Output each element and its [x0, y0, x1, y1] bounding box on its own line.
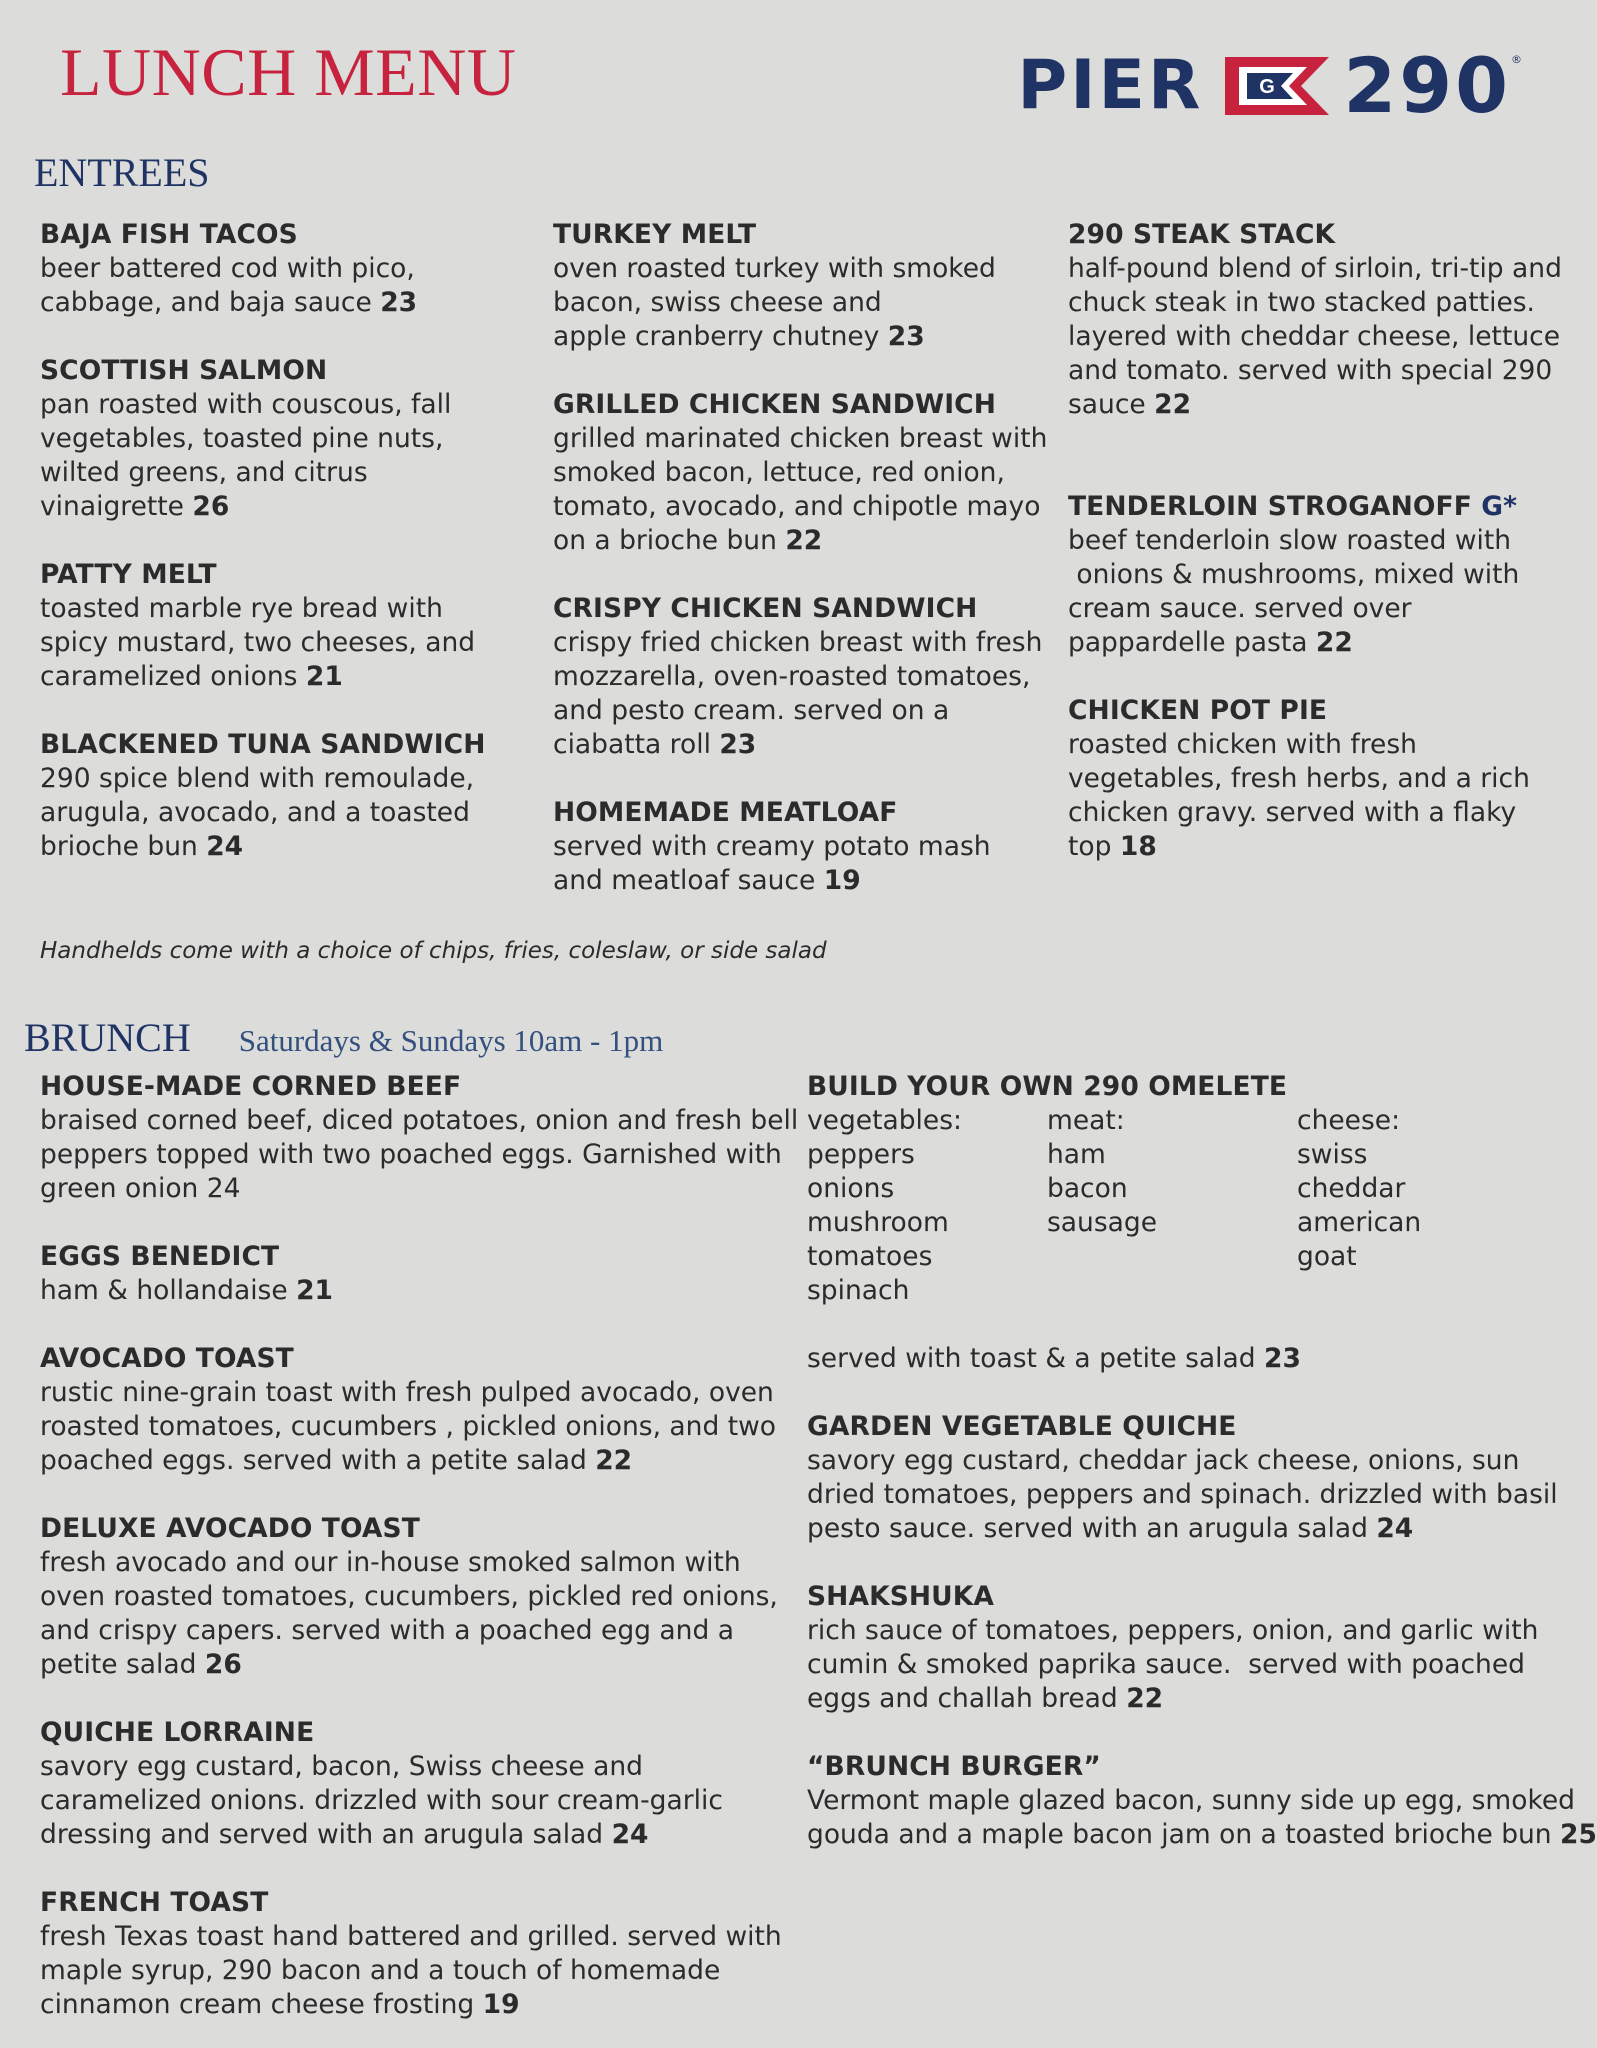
- option-heading: vegetables:: [807, 1105, 962, 1136]
- item-description: [1068, 524, 1568, 660]
- menu-item: [807, 1410, 1567, 1546]
- desc-line: on a brioche bun 22: [553, 525, 823, 556]
- item-description: [553, 252, 1053, 354]
- desc-line: apple cranberry chutney 23: [553, 321, 925, 352]
- desc-line: cream sauce. served over: [1068, 593, 1412, 624]
- desc-line: dressing and served with an arugula salad 24: [40, 1819, 649, 1850]
- item-name: “BRUNCH BURGER”: [807, 1751, 1101, 1782]
- entrees-column-2: [553, 218, 1053, 898]
- entrees-column-3: [1068, 218, 1568, 864]
- menu-item: [40, 1342, 800, 1478]
- logo-word-290: [1343, 41, 1525, 130]
- price: 24: [206, 831, 244, 862]
- menu-item: [807, 1580, 1567, 1716]
- option-heading: cheese:: [1297, 1105, 1401, 1136]
- option-item: cheddar: [1297, 1173, 1406, 1204]
- price: 24: [611, 1819, 649, 1850]
- brunch-heading: BRUNCH: [24, 1015, 191, 1060]
- item-description: [807, 1784, 1597, 1852]
- item-description: [40, 1546, 800, 1682]
- entrees-column-1: [40, 218, 520, 864]
- logo-number: 290: [1343, 41, 1511, 130]
- item-description: [807, 1614, 1567, 1716]
- menu-item: [807, 1750, 1597, 1852]
- logo-word-pier: PIER: [1017, 46, 1204, 125]
- menu-item: [1068, 218, 1568, 422]
- desc-line: and meatloaf sauce 19: [553, 865, 861, 896]
- price: 23: [887, 321, 925, 352]
- desc-line: tomato, avocado, and chipotle mayo: [553, 491, 1041, 522]
- item-description: [40, 1274, 800, 1308]
- menu-item: [553, 388, 1053, 558]
- item-name: BLACKENED TUNA SANDWICH: [40, 729, 486, 760]
- desc-line: 290 spice blend with remoulade,: [40, 763, 475, 794]
- item-name: HOMEMADE MEATLOAF: [553, 797, 898, 828]
- item-name: SHAKSHUKA: [807, 1581, 995, 1612]
- desc-line: cabbage, and baja sauce 23: [40, 287, 418, 318]
- option-item: american: [1297, 1207, 1422, 1238]
- desc-line: eggs and challah bread 22: [807, 1683, 1164, 1714]
- desc-line: pan roasted with couscous, fall: [40, 389, 452, 420]
- option-heading: meat:: [1047, 1105, 1125, 1136]
- item-description: [40, 762, 520, 864]
- item-name: FRENCH TOAST: [40, 1887, 269, 1918]
- menu-item: [553, 592, 1053, 762]
- price: 25: [1560, 1819, 1597, 1850]
- price: 23: [1264, 1343, 1301, 1374]
- desc-line: vegetables, toasted pine nuts,: [40, 423, 444, 454]
- desc-line: oven roasted tomatoes, cucumbers, pickled red onions,: [40, 1581, 778, 1612]
- entrees-heading: ENTREES: [34, 150, 210, 195]
- desc-line: cinnamon cream cheese frosting 19: [40, 1989, 520, 2020]
- desc-line: caramelized onions. drizzled with sour cream-garlic: [40, 1785, 723, 1816]
- desc-line: oven roasted turkey with smoked: [553, 253, 996, 284]
- desc-line: wilted greens, and citrus: [40, 457, 368, 488]
- desc-line: toasted marble rye bread with: [40, 593, 443, 624]
- price: 22: [595, 1445, 633, 1476]
- item-name: EGGS BENEDICT: [40, 1241, 280, 1272]
- omelet-vegetables-list: [807, 1104, 962, 1308]
- desc-line: dried tomatoes, peppers and spinach. drizzled with basil: [807, 1479, 1558, 1510]
- desc-line: served with creamy potato mash: [553, 831, 991, 862]
- price: 22: [1126, 1683, 1164, 1714]
- item-description: [807, 1444, 1567, 1546]
- option-item: ham: [1047, 1139, 1106, 1170]
- item-description: [40, 1750, 800, 1852]
- item-name: QUICHE LORRAINE: [40, 1717, 315, 1748]
- item-name: CHICKEN POT PIE: [1068, 695, 1328, 726]
- item-name: GARDEN VEGETABLE QUICHE: [807, 1411, 1237, 1442]
- omelet-title: BUILD YOUR OWN 290 OMELETE: [807, 1071, 1288, 1102]
- menu-item: [553, 796, 1053, 898]
- item-name: PATTY MELT: [40, 559, 217, 590]
- desc-line: peppers topped with two poached eggs. Garnished with: [40, 1139, 782, 1170]
- price: 21: [305, 661, 343, 692]
- desc-line: and tomato. served with special 290: [1068, 355, 1553, 386]
- option-item: swiss: [1297, 1139, 1368, 1170]
- menu-item: [40, 1716, 800, 1852]
- desc-line: crispy fried chicken breast with fresh: [553, 627, 1043, 658]
- item-name: SCOTTISH SALMON: [40, 355, 328, 386]
- desc-line: green onion 24: [40, 1173, 241, 1204]
- desc-line: smoked bacon, lettuce, red onion,: [553, 457, 1005, 488]
- item-name: AVOCADO TOAST: [40, 1343, 294, 1374]
- menu-item: [40, 728, 520, 864]
- brunch-hours: Saturdays & Sundays 10am - 1pm: [238, 1023, 664, 1058]
- item-name: BAJA FISH TACOS: [40, 219, 298, 250]
- item-description: [40, 592, 520, 694]
- menu-item: [1068, 490, 1568, 660]
- desc-line: grilled marinated chicken breast with: [553, 423, 1048, 454]
- menu-item: [40, 354, 520, 524]
- price: 19: [823, 865, 861, 896]
- desc-line: arugula, avocado, and a toasted: [40, 797, 470, 828]
- desc-line: pappardelle pasta 22: [1068, 627, 1353, 658]
- desc-line: half-pound blend of sirloin, tri-tip and: [1068, 253, 1562, 284]
- dietary-tag: G*: [1481, 491, 1518, 522]
- price: 23: [380, 287, 418, 318]
- burgee-flag-icon: [1225, 55, 1329, 117]
- flag-letter: G: [1259, 76, 1276, 98]
- desc-line: rich sauce of tomatoes, peppers, onion, and garlic with: [807, 1615, 1539, 1646]
- handhelds-note: Handhelds come with a choice of chips, fries, coleslaw, or side salad: [40, 938, 827, 964]
- option-item: onions: [807, 1173, 895, 1204]
- desc-line: layered with cheddar cheese, lettuce: [1068, 321, 1561, 352]
- item-description: [40, 252, 520, 320]
- price: 26: [204, 1649, 242, 1680]
- item-name: HOUSE-MADE CORNED BEEF: [40, 1071, 462, 1102]
- item-name: CRISPY CHICKEN SANDWICH: [553, 593, 978, 624]
- option-item: tomatoes: [807, 1241, 933, 1272]
- desc-line: vinaigrette 26: [40, 491, 230, 522]
- price: 26: [192, 491, 230, 522]
- item-description: [553, 422, 1053, 558]
- desc-line: ham & hollandaise 21: [40, 1275, 333, 1306]
- option-item: peppers: [807, 1139, 915, 1170]
- desc-line: and pesto cream. served on a: [553, 695, 950, 726]
- menu-item: [40, 1070, 800, 1206]
- desc-line: and crispy capers. served with a poached egg and a: [40, 1615, 734, 1646]
- price: 18: [1119, 831, 1157, 862]
- brunch-left-column: [40, 1070, 800, 2022]
- desc-line: fresh Texas toast hand battered and grilled. served with: [40, 1921, 782, 1952]
- option-item: bacon: [1047, 1173, 1128, 1204]
- desc-line: bacon, swiss cheese and: [553, 287, 882, 318]
- desc-line: caramelized onions 21: [40, 661, 343, 692]
- item-description: [1068, 252, 1568, 422]
- item-name: TURKEY MELT: [553, 219, 757, 250]
- item-description: [1068, 728, 1568, 864]
- desc-line: poached eggs. served with a petite salad 22: [40, 1445, 633, 1476]
- desc-line: spicy mustard, two cheeses, and: [40, 627, 476, 658]
- price: 23: [719, 729, 757, 760]
- option-item: mushroom: [807, 1207, 949, 1238]
- item-name: 290 STEAK STACK: [1068, 219, 1336, 250]
- desc-line: petite salad 26: [40, 1649, 242, 1680]
- desc-line: fresh avocado and our in-house smoked salmon with: [40, 1547, 741, 1578]
- price: 19: [482, 1989, 520, 2020]
- item-name: TENDERLOIN STROGANOFF G*: [1068, 491, 1518, 522]
- price: 21: [296, 1275, 333, 1306]
- item-description: [553, 830, 1053, 898]
- menu-item: [40, 1240, 800, 1308]
- desc-line: savory egg custard, cheddar jack cheese, onions, sun: [807, 1445, 1520, 1476]
- desc-line: top 18: [1068, 831, 1157, 862]
- desc-line: roasted chicken with fresh: [1068, 729, 1417, 760]
- brunch-header: [24, 1015, 664, 1060]
- desc-line: vegetables, fresh herbs, and a rich: [1068, 763, 1530, 794]
- desc-line: pesto sauce. served with an arugula salad 24: [807, 1513, 1414, 1544]
- page-title: LUNCH MENU: [60, 34, 517, 110]
- desc-line: roasted tomatoes, cucumbers , pickled onions, and two: [40, 1411, 776, 1442]
- item-name: GRILLED CHICKEN SANDWICH: [553, 389, 996, 420]
- menu-item: [40, 558, 520, 694]
- omelet-served-with: served with toast & a petite salad 23: [807, 1343, 1301, 1374]
- desc-line: mozzarella, oven-roasted tomatoes,: [553, 661, 1031, 692]
- item-name: DELUXE AVOCADO TOAST: [40, 1513, 420, 1544]
- option-item: sausage: [1047, 1207, 1158, 1238]
- desc-line: savory egg custard, bacon, Swiss cheese and: [40, 1751, 643, 1782]
- menu-item: [553, 218, 1053, 354]
- price: 22: [1315, 627, 1353, 658]
- desc-line: beer battered cod with pico,: [40, 253, 415, 284]
- desc-line: rustic nine-grain toast with fresh pulped avocado, oven: [40, 1377, 774, 1408]
- price: 22: [785, 525, 823, 556]
- desc-line: brioche bun 24: [40, 831, 244, 862]
- price: 24: [1376, 1513, 1414, 1544]
- desc-line: onions & mushrooms, mixed with: [1068, 559, 1520, 590]
- omelet-cheese-list: [1297, 1104, 1421, 1274]
- option-item: goat: [1297, 1241, 1357, 1272]
- desc-line: sauce 22: [1068, 389, 1192, 420]
- option-item: spinach: [807, 1275, 910, 1306]
- item-description: [40, 1920, 800, 2022]
- menu-item: [40, 1512, 800, 1682]
- desc-line: Vermont maple glazed bacon, sunny side up egg, smoked: [807, 1785, 1575, 1816]
- brunch-right-column: [807, 1410, 1597, 1852]
- desc-line: braised corned beef, diced potatoes, onion and fresh bell: [40, 1105, 799, 1136]
- menu-item: [1068, 694, 1568, 864]
- item-description: [40, 388, 520, 524]
- desc-line: chuck steak in two stacked patties.: [1068, 287, 1535, 318]
- pier-290-logo: [1017, 41, 1525, 130]
- desc-line: beef tenderloin slow roasted with: [1068, 525, 1512, 556]
- desc-line: ciabatta roll 23: [553, 729, 757, 760]
- item-description: [553, 626, 1053, 762]
- desc-line: maple syrup, 290 bacon and a touch of homemade: [40, 1955, 721, 1986]
- omelet-meat-list: [1047, 1104, 1157, 1240]
- desc-line: cumin & smoked paprika sauce. served with poached: [807, 1649, 1525, 1680]
- desc-line: chicken gravy. served with a flaky: [1068, 797, 1517, 828]
- registered-mark: ®: [1511, 53, 1525, 66]
- item-description: [40, 1376, 800, 1478]
- price: 22: [1154, 389, 1192, 420]
- item-description: [40, 1104, 800, 1206]
- menu-item: [40, 1886, 800, 2022]
- menu-item: [40, 218, 520, 320]
- desc-line: gouda and a maple bacon jam on a toasted brioche bun 25: [807, 1819, 1597, 1850]
